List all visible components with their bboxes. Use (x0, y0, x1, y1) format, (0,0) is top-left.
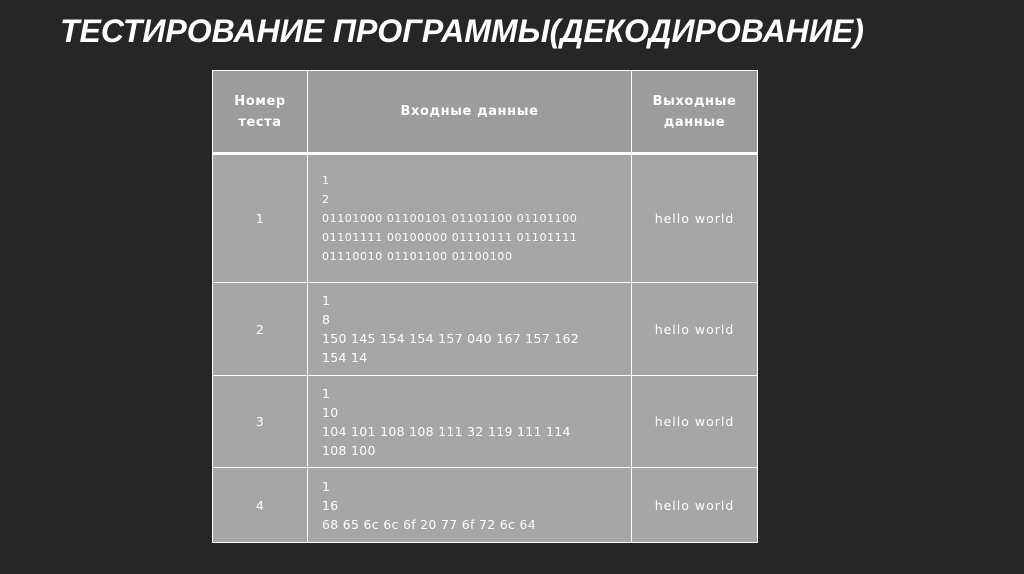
header-input-data (308, 71, 632, 154)
input-line: 150 145 154 154 157 040 167 157 162 (322, 331, 580, 346)
header-text: теста (238, 114, 282, 130)
input-line: 2 (322, 193, 330, 206)
input-line: 01101000 01100101 01101100 01101100 (322, 212, 578, 225)
output-data-cell: hello world (632, 468, 758, 543)
header-test-number (213, 71, 308, 154)
table-row (213, 283, 758, 376)
input-line: 1 (322, 478, 331, 494)
header-text: Входные данные (400, 104, 539, 119)
input-line: 1 (322, 174, 330, 187)
input-data-cell (308, 376, 632, 468)
input-line: 01110010 01101100 01100100 (322, 250, 513, 263)
test-number-cell: 2 (213, 283, 308, 376)
input-data-cell (308, 283, 632, 376)
table-row (213, 376, 758, 468)
slide-title: ТЕСТИРОВАНИЕ ПРОГРАММЫ(ДЕКОДИРОВАНИЕ) (60, 13, 864, 49)
header-output-data (632, 71, 758, 154)
input-line: 104 101 108 108 111 32 119 111 114 (322, 423, 571, 439)
test-number-cell: 4 (213, 468, 308, 543)
input-line: 10 (322, 404, 339, 420)
input-line: 1 (322, 385, 331, 401)
input-line: 1 (322, 293, 331, 308)
input-line: 154 14 (322, 350, 368, 365)
output-data-cell: hello world (632, 154, 758, 283)
test-number-cell: 1 (213, 154, 308, 283)
input-data-cell (308, 154, 632, 283)
output-data-cell: hello world (632, 283, 758, 376)
input-line: 108 100 (322, 442, 376, 458)
test-number-cell: 3 (213, 376, 308, 468)
test-results-table (212, 70, 758, 543)
header-text: данные (663, 114, 726, 130)
input-line: 68 65 6c 6c 6f 20 77 6f 72 6c 64 (322, 516, 536, 532)
table-header-row (213, 71, 758, 154)
output-data-cell: hello world (632, 376, 758, 468)
header-text: Номер (234, 93, 286, 109)
input-line: 8 (322, 312, 331, 327)
input-line: 01101111 00100000 01110111 01101111 (322, 231, 578, 244)
input-line: 16 (322, 497, 339, 513)
header-text: Выходные (652, 93, 737, 109)
table-row (213, 154, 758, 283)
table-row (213, 468, 758, 543)
input-data-cell (308, 468, 632, 543)
